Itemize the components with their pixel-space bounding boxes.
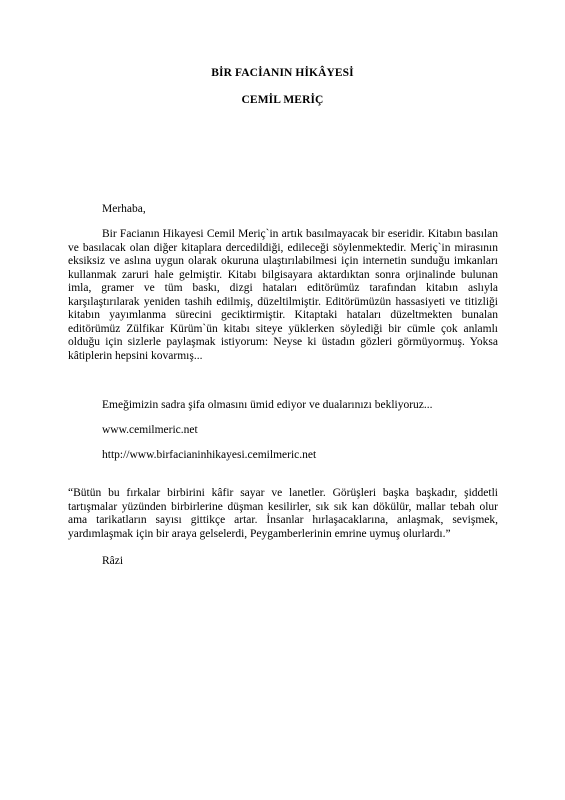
website-link-2[interactable]: http://www.birfacianinhikayesi.cemilmeric.net — [102, 449, 317, 461]
quote-paragraph: “Bütün bu fırkalar birbirini kâfir sayar ve lanetler. Görüşleri başka başkadır, şiddetli tartışmalar yüzünden birbirlerine düşman kesilirler, sık sık kan dökülür, mallar tebah olur ama tarikatların sayısı gittikçe artar. İnsanlar hırlaşacaklarına, anlaşmak, sevişmek, yardımlaşmak için bir araya gelselerdi, Peygamberlerinin emrine uymuş olurlardı.” — [68, 487, 498, 540]
document-title: BİR FACİANIN HİKÂYESİ — [211, 67, 354, 79]
intro-paragraph: Bir Facianın Hikayesi Cemil Meriç`in artık basılmayacak bir eseridir. Kitabın basılan ve basılacak olan diğer kitaplara dercedildiği, edileceği söylenmektedir. Meriç`in mirasının eksiksiz ve aslına uygun olarak okuruna ulaştırılabilmesi için internetin sunduğu imkanları kullanmak zaruri hale gelmiştir. Kitabı bilgisayara aktardıktan sonra orjinalinde bulunan imla, gramer ve tüm baskı, dizgi hataları editörümüz tarafından kitabın aslıyla karşılaştırılarak yeniden tashih edilmiş, düzeltilmiştir. Editörümüzün hassasiyeti ve titizliği kitabın yayımlanma sürecini geciktirmiştir. Kitaptaki hataları düzeltmekten bunalan editörümüz Zülfikar Kürüm`ün kitabı siteye yüklerken söylediği bir cümle çok anlamlı olduğu için sizlerle paylaşmak istiyorum: Neyse ki üstadın gözleri görmüyormuş. Yoksa kâtiplerin hepsini kovarmış... — [68, 228, 498, 362]
greeting: Merhaba, — [102, 203, 146, 215]
quote-source: Râzi — [102, 555, 124, 567]
author-name: CEMİL MERİÇ — [241, 94, 324, 106]
website-link-1[interactable]: www.cemilmeric.net — [102, 424, 198, 436]
wish-line: Emeğimizin sadra şifa olmasını ümid ediyor ve dualarınızı bekliyoruz... — [102, 399, 433, 411]
